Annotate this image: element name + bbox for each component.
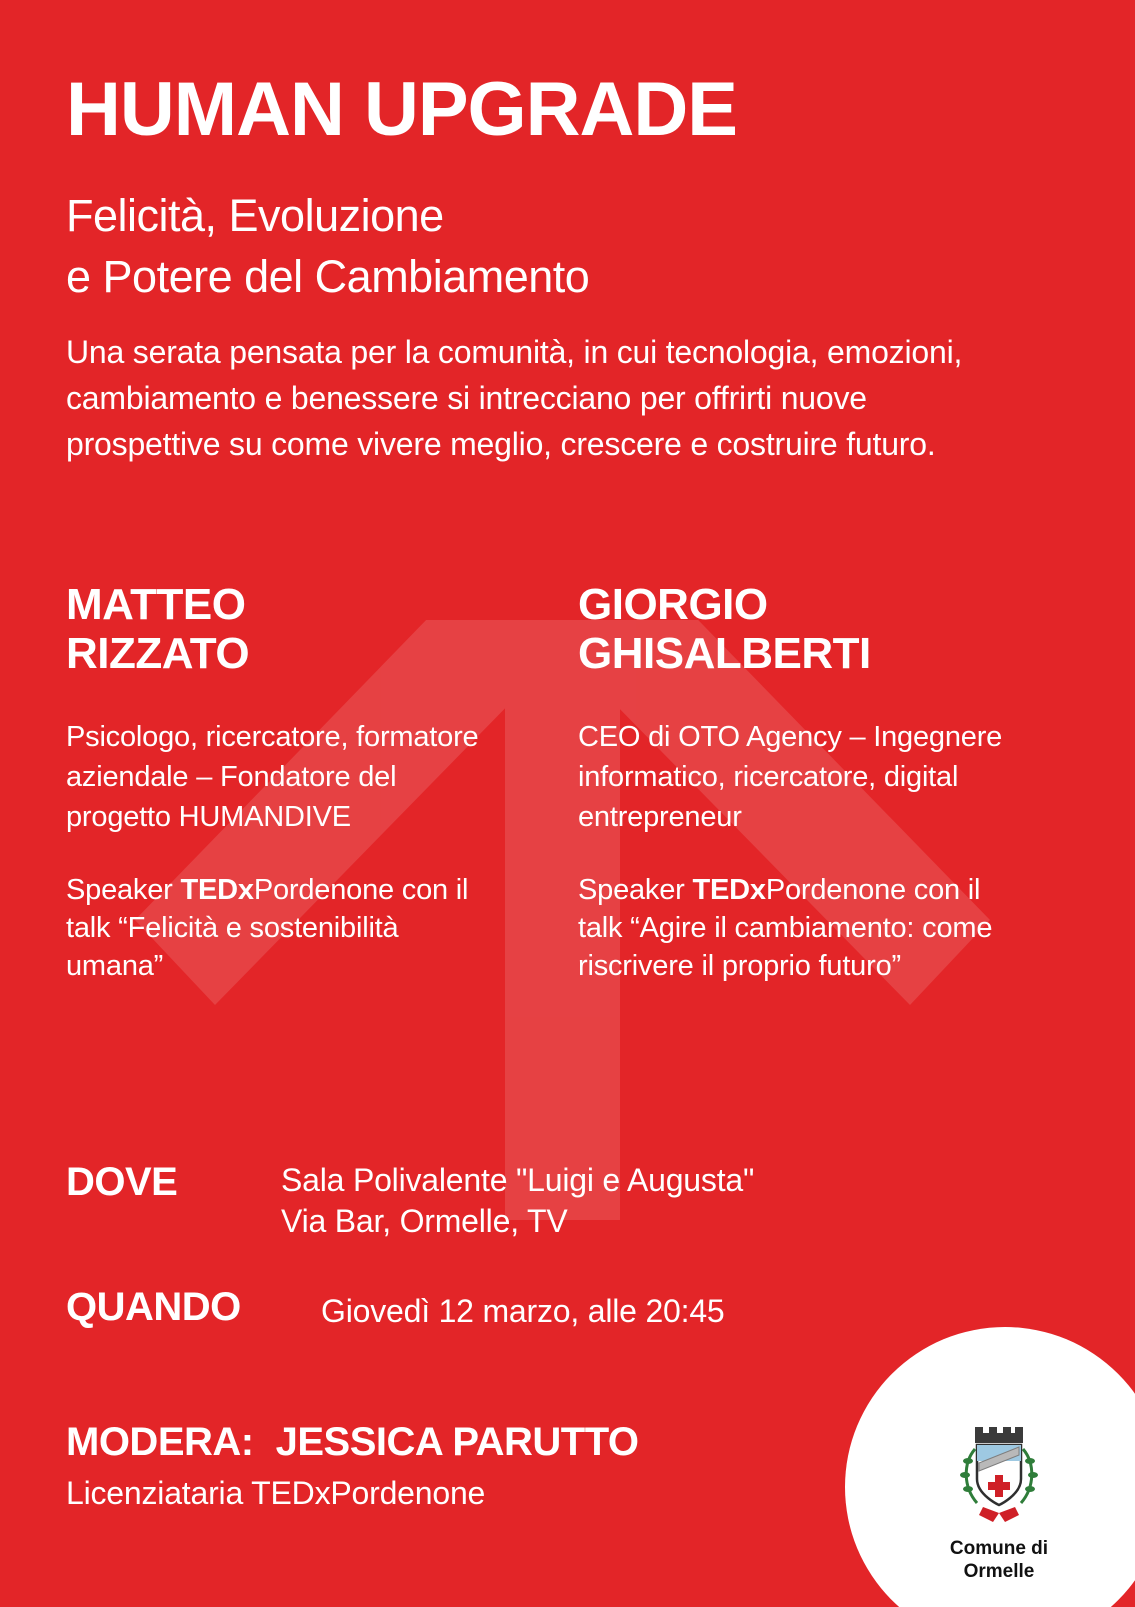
moderator-label: MODERA: [66, 1420, 254, 1464]
comune-badge-text [899, 1537, 1099, 1583]
page-subtitle [66, 186, 589, 308]
location-row [66, 1160, 754, 1242]
location-label: DOVE [66, 1160, 178, 1204]
speaker-talk-prefix: Speaker [578, 873, 693, 906]
tedx-brand: TEDx [180, 873, 254, 906]
comune-badge-line-2: Ormelle [963, 1560, 1035, 1582]
speaker-talk [578, 871, 1008, 986]
speaker-card [578, 580, 1008, 985]
speaker-name-line-1: MATTEO [66, 580, 246, 629]
datetime-row [66, 1285, 725, 1332]
moderator-subtitle: Licenziataria TEDxPordenone [66, 1475, 486, 1511]
speaker-talk-prefix: Speaker [66, 873, 181, 906]
tedx-city: Pordenone [253, 873, 394, 906]
datetime-value: Giovedì 12 marzo, alle 20:45 [321, 1293, 725, 1329]
location-line-2: Via Bar, Ormelle, TV [281, 1202, 568, 1239]
speaker-talk [66, 871, 496, 986]
speaker-talk-text: con il talk “Agire il cambiamento: come riscrivere il proprio futuro” [578, 873, 993, 983]
location-value [281, 1160, 754, 1242]
speaker-role: Psicologo, ricercatore, formatore aziendale – Fondatore del progetto HUMANDIVE [66, 720, 479, 833]
datetime-label: QUANDO [66, 1285, 241, 1329]
tedx-city: Pordenone [765, 873, 906, 906]
speaker-name [66, 580, 496, 679]
subtitle-line-2: e Potere del Cambiamento [66, 250, 590, 302]
comune-badge [899, 1423, 1099, 1583]
speaker-name-line-2: RIZZATO [66, 629, 250, 679]
comune-badge-line-1: Comune di [949, 1537, 1049, 1559]
speaker-name-line-1: GIORGIO [578, 580, 768, 629]
location-line-1: Sala Polivalente "Luigi e Augusta" [281, 1162, 755, 1198]
moderator-block [66, 1420, 639, 1512]
speaker-name [578, 580, 1008, 679]
tedx-brand: TEDx [692, 873, 766, 906]
speaker-talk-text: con il talk “Felicità e sostenibilità umana” [66, 873, 469, 983]
speaker-role: CEO di OTO Agency – Ingegnere informatico, ricercatore, digital entrepreneur [578, 720, 1003, 833]
moderator-name: JESSICA PARUTTO [275, 1420, 639, 1464]
page-title: HUMAN UPGRADE [66, 67, 737, 152]
coat-of-arms-icon [953, 1423, 1045, 1531]
speaker-card [66, 580, 496, 985]
subtitle-line-1: Felicità, Evoluzione [66, 190, 444, 241]
intro-paragraph: Una serata pensata per la comunità, in cui tecnologia, emozioni, cambiamento e benessere si intrecciano per offrirti nuove prospettive su come vivere meglio, crescere e costruire futuro. [66, 334, 963, 462]
speaker-name-line-2: GHISALBERTI [578, 629, 871, 679]
